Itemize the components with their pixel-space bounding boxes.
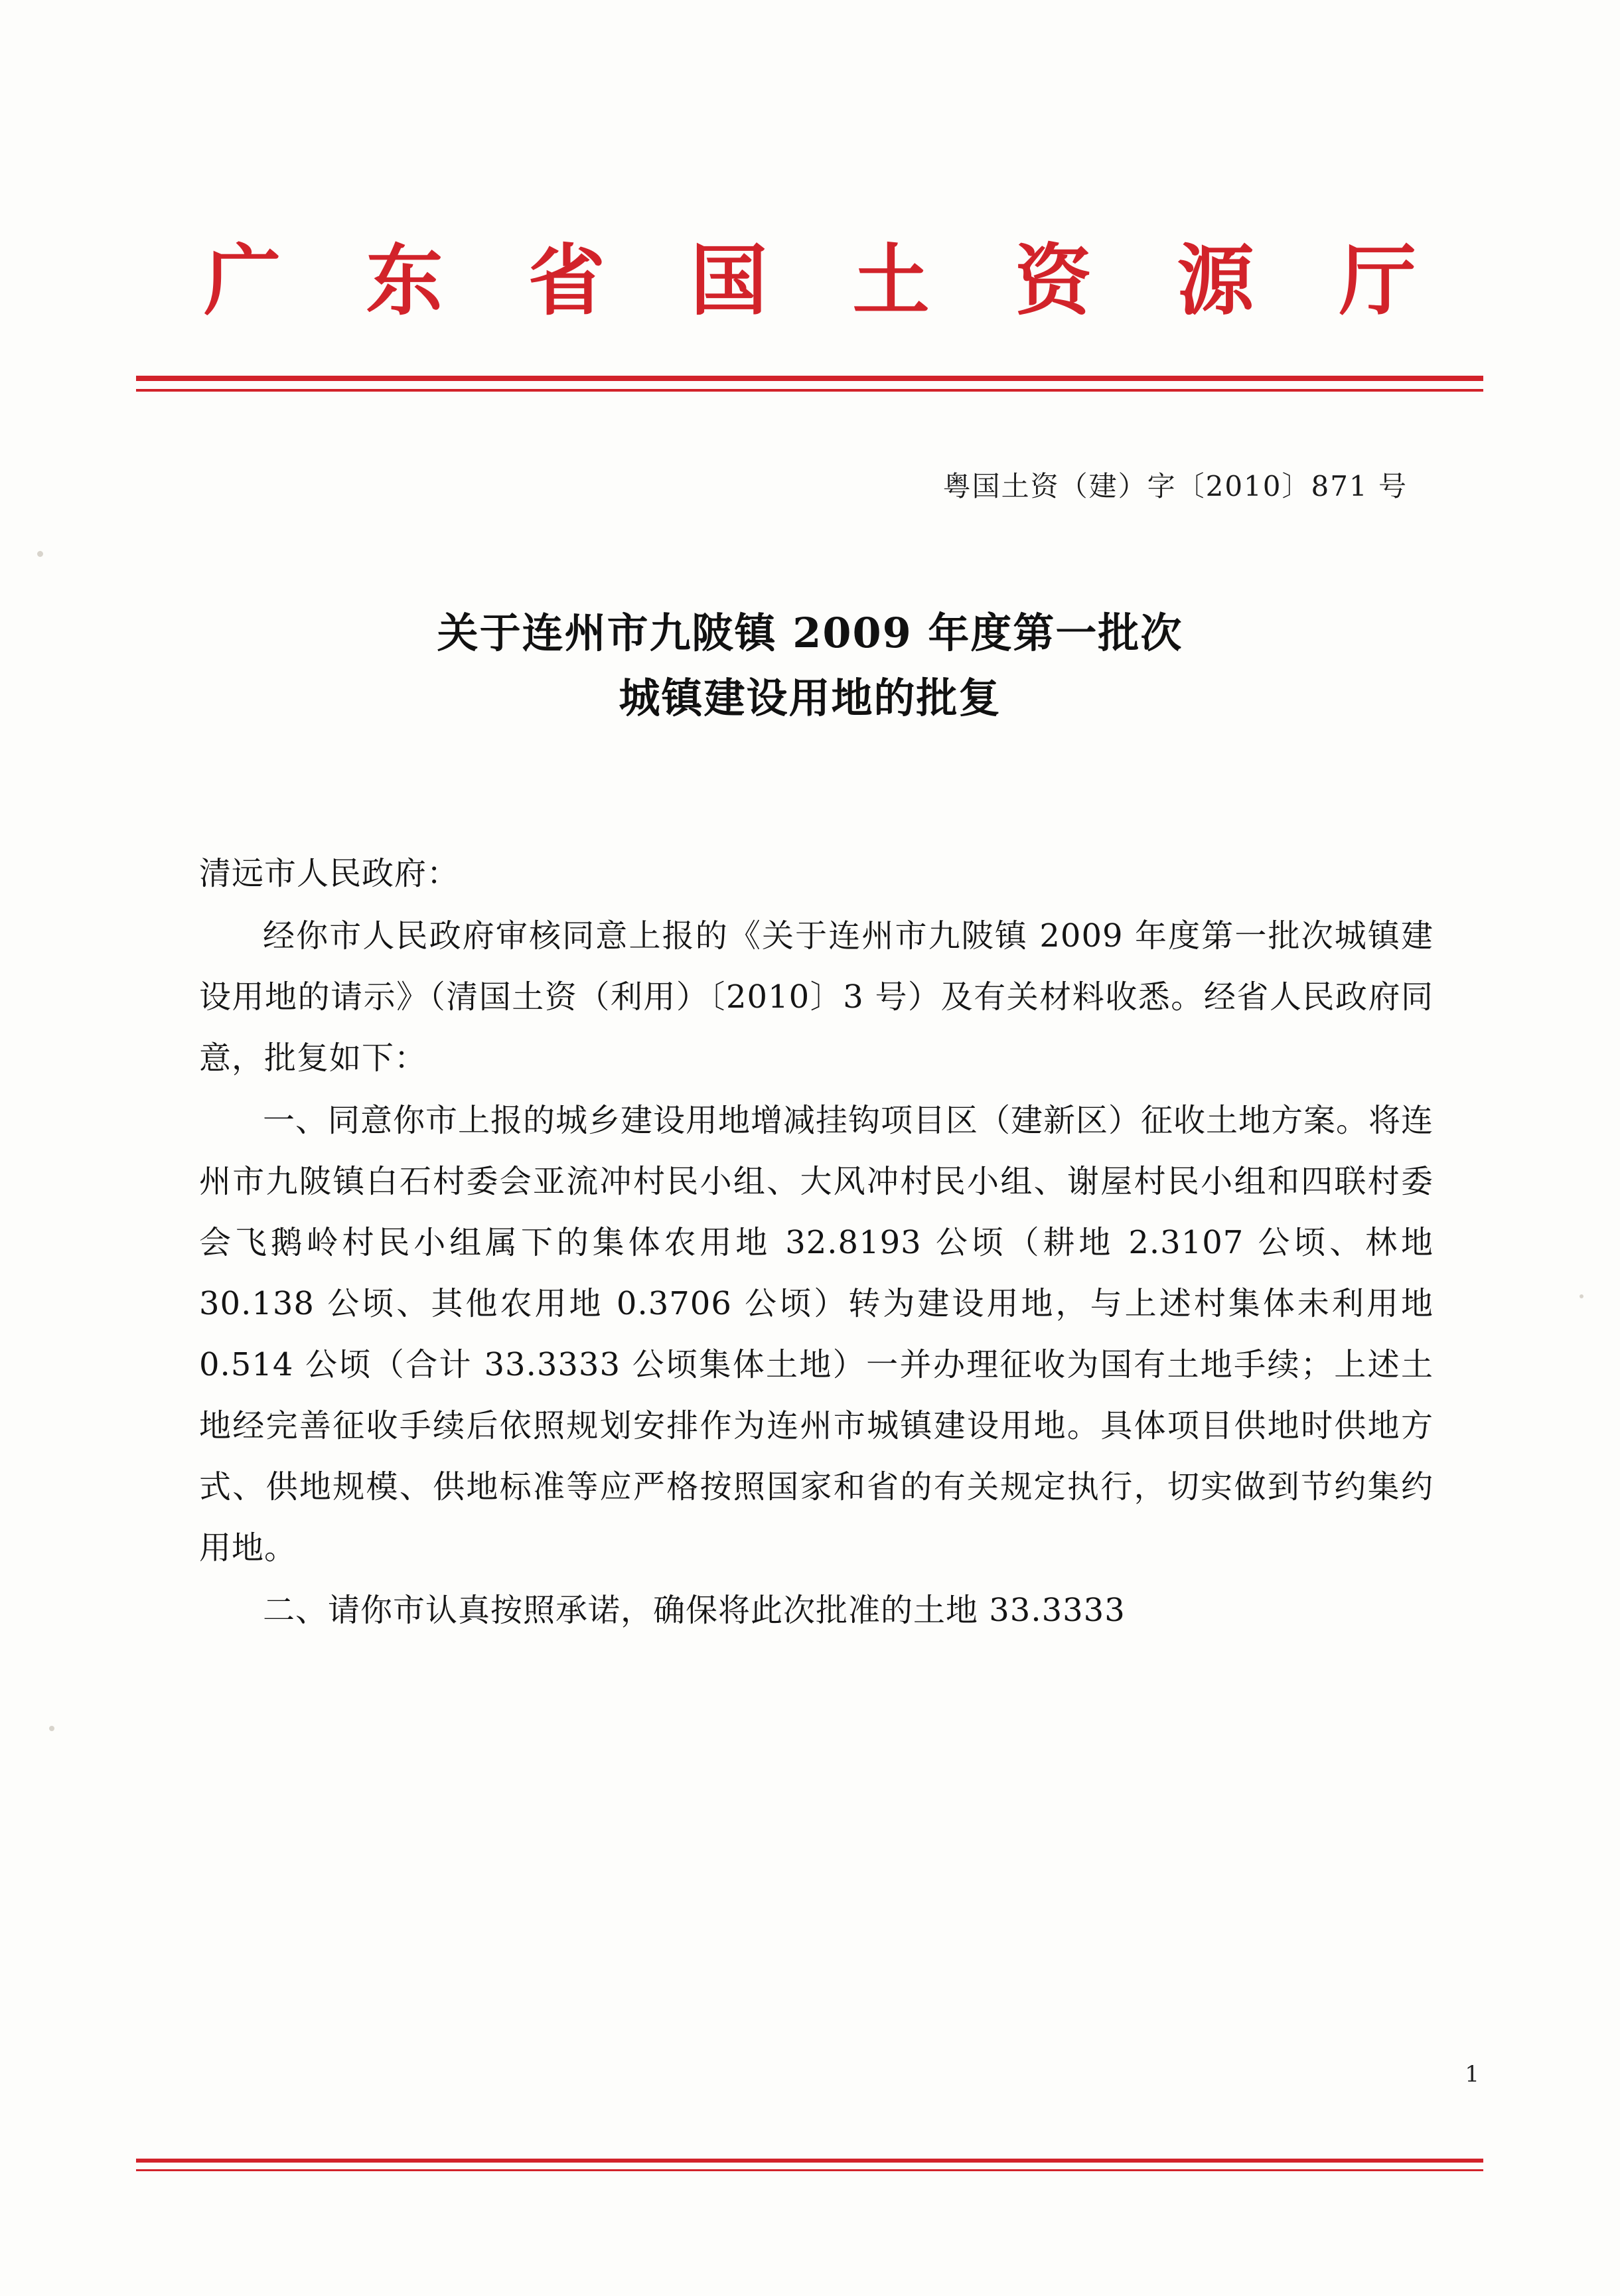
document-title-line-1: 关于连州市九陂镇 2009 年度第一批次	[437, 609, 1183, 657]
paper-speckle	[37, 551, 43, 557]
document-body	[199, 843, 1434, 1642]
document-title	[0, 601, 1620, 731]
page-number: 1	[1465, 2061, 1479, 2088]
paper-speckle	[49, 1726, 54, 1731]
document-number: 粤国土资（建）字〔2010〕871 号	[942, 470, 1408, 502]
header-rule-thick	[136, 376, 1483, 381]
addressee: 清远市人民政府：	[199, 855, 460, 892]
issuing-authority-heading: 广 东 省 国 土 资 源 厅	[204, 236, 1445, 326]
footer-rule-thick	[136, 2159, 1483, 2163]
body-paragraph-3: 二、请你市认真按照承诺，确保将此次批准的土地 33.3333	[263, 1592, 1126, 1629]
header-rule-thin	[136, 389, 1483, 392]
body-paragraph-2: 一、同意你市上报的城乡建设用地增减挂钩项目区（建新区）征收土地方案。将连州市九陂镇白石村委会亚流冲村民小组、大风冲村民小组、谢屋村民小组和四联村委会飞鹅岭村民小组属下的集体农用地 32.8193 公顷（耕地 2.3107 公顷、林地 30.138 公顷、其他农用地 0.3706 公顷）转为建设用地，与上述村集体未利用地 0.514 公顷（合计 33.3333 公顷集体土地）一并办理征收为国有土地手续；上述土地经完善征收手续后依照规划安排作为连州市城镇建设用地。具体项目供地时供地方式、供地规模、供地标准等应严格按照国家和省的有关规定执行，切实做到节约集约用地。	[199, 1102, 1434, 1567]
document-title-line-2: 城镇建设用地的批复	[619, 674, 1001, 722]
paper-speckle	[1580, 1294, 1583, 1298]
footer-rule-thin	[136, 2169, 1483, 2171]
body-paragraph-1: 经你市人民政府审核同意上报的《关于连州市九陂镇 2009 年度第一批次城镇建设用地的请示》（清国土资（利用）〔2010〕3 号）及有关材料收悉。经省人民政府同意，批复如下：	[199, 917, 1434, 1077]
